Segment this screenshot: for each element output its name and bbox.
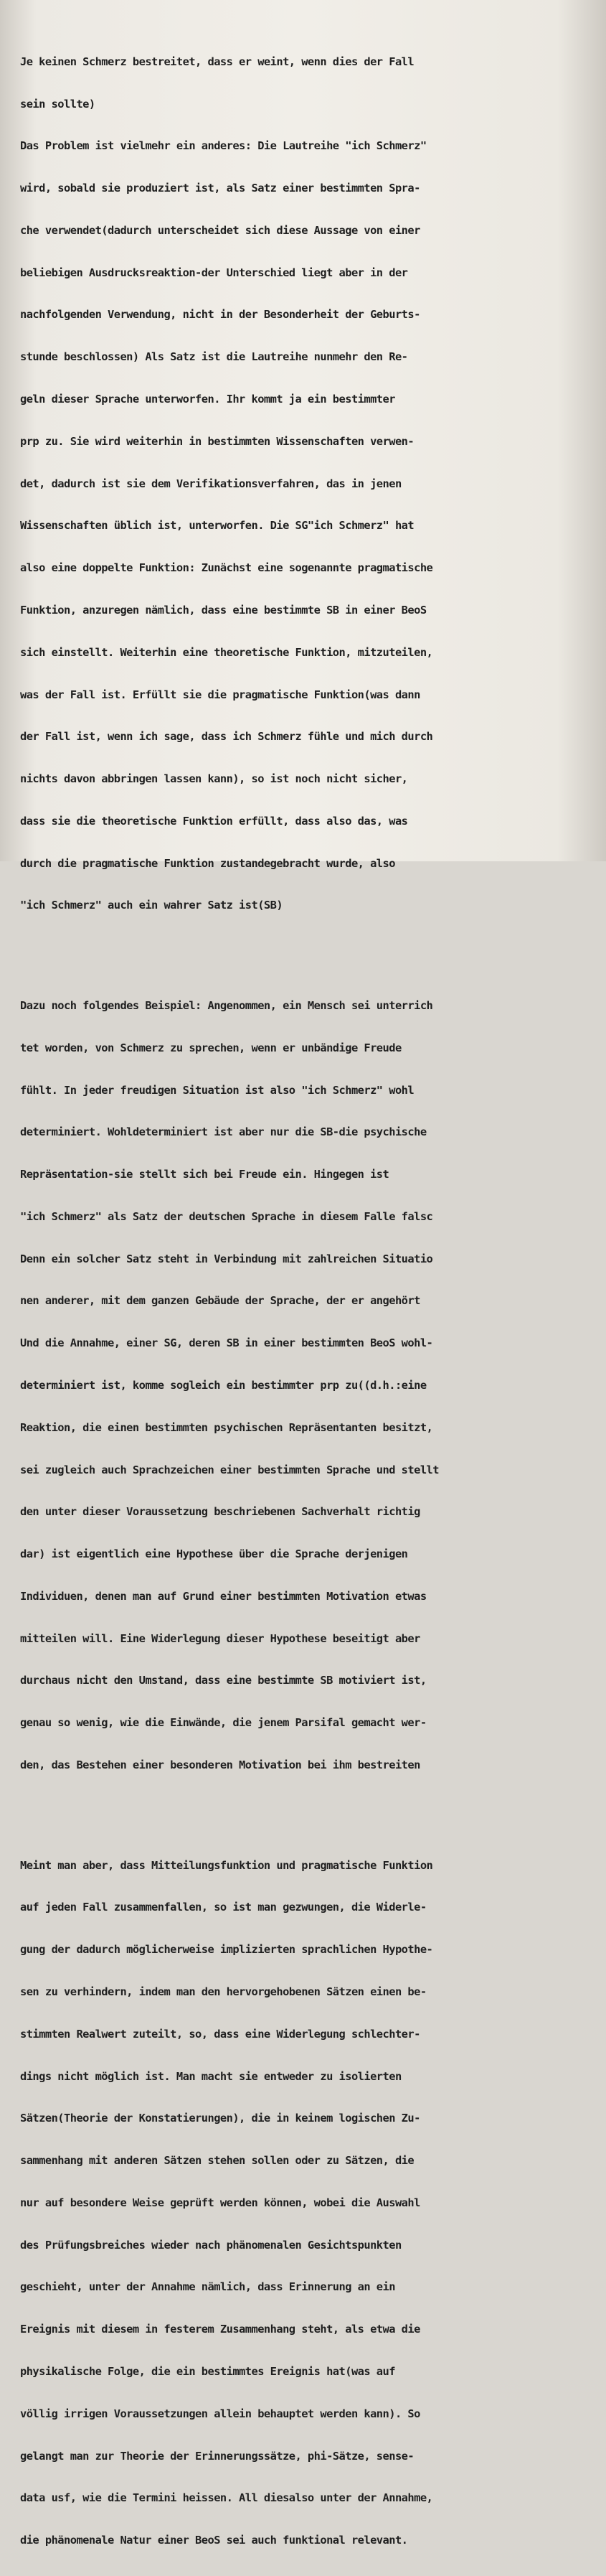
text-line: Funktion, anzuregen nämlich, dass eine bestimmte SB in einer BeoS <box>20 603 427 617</box>
text-line: Individuen, denen man auf Grund einer bestimmten Motivation etwas <box>20 1589 427 1603</box>
paragraph-gap <box>20 1801 594 1817</box>
text-line: den, das Bestehen einer besonderen Motivation bei ihm bestreiten <box>20 1758 420 1772</box>
text-line: sein sollte) <box>20 97 95 111</box>
text-line: fühlt. In jeder freudigen Situation ist also "ich Schmerz" wohl <box>20 1083 415 1097</box>
text-line: der Fall ist, wenn ich sage, dass ich Schmerz fühle und mich durch <box>20 730 433 744</box>
text-line: beliebigen Ausdrucksreaktion-der Unterschied liegt aber in der <box>20 266 408 279</box>
text-line: Meint man aber, dass Mitteilungsfunktion und pragmatische Funktion <box>20 1858 433 1872</box>
text-line: prp zu. Sie wird weiterhin in bestimmten Wissenschaften verwen- <box>20 434 415 448</box>
text-line: nur auf besondere Weise geprüft werden können, wobei die Auswahl <box>20 2196 420 2209</box>
page-text <box>20 13 594 2576</box>
text-line: sen zu verhindern, indem man den hervorgehobenen Sätzen einen be- <box>20 1985 427 1998</box>
text-line: gelangt man zur Theorie der Erinnerungssätze, phi-Sätze, sense- <box>20 2449 415 2463</box>
text-line: che verwendet(dadurch unterscheidet sich diese Aussage von einer <box>20 223 420 237</box>
text-line: Das Problem ist vielmehr ein anderes: Die Lautreihe "ich Schmerz" <box>20 139 427 153</box>
text-line: data usf, wie die Termini heissen. All diesalso unter der Annahme, <box>20 2491 433 2505</box>
text-line: "ich Schmerz" auch ein wahrer Satz ist(SB) <box>20 899 283 912</box>
text-line: sich einstellt. Weiterhin eine theoretische Funktion, mitzuteilen, <box>20 645 433 659</box>
text-line: nen anderer, mit dem ganzen Gebäude der Sprache, der er angehört <box>20 1294 420 1308</box>
text-line: geln dieser Sprache unterworfen. Ihr kommt ja ein bestimmter <box>20 393 395 406</box>
text-line: Je keinen Schmerz bestreitet, dass er weint, wenn dies der Fall <box>20 55 415 68</box>
text-line: "ich Schmerz" als Satz der deutschen Sprache in diesem Falle falsc <box>20 1209 433 1223</box>
text-line: geschieht, unter der Annahme nämlich, dass Erinnerung an ein <box>20 2280 395 2294</box>
text-line: Wissenschaften üblich ist, unterworfen. Die SG"ich Schmerz" hat <box>20 519 415 533</box>
text-line: determiniert ist, komme sogleich ein bestimmter prp zu((d.h.:eine <box>20 1379 427 1392</box>
text-line: Sätzen(Theorie der Konstatierungen), die in keinem logischen Zu- <box>20 2112 420 2125</box>
text-line: durchaus nicht den Umstand, dass eine bestimmte SB motiviert ist, <box>20 1674 427 1687</box>
text-line: sammenhang mit anderen Sätzen stehen sollen oder zu Sätzen, die <box>20 2154 415 2168</box>
text-line: dings nicht möglich ist. Man macht sie entweder zu isolierten <box>20 2069 402 2083</box>
text-line: nichts davon abbringen lassen kann), so ist noch nicht sicher, <box>20 772 408 786</box>
text-line: stunde beschlossen) Als Satz ist die Lautreihe nunmehr den Re- <box>20 350 408 364</box>
text-line: gung der dadurch möglicherweise implizierten sprachlichen Hypothe- <box>20 1943 433 1957</box>
text-line: durch die pragmatische Funktion zustandegebracht wurde, also <box>20 856 395 870</box>
text-line: die phänomenale Natur einer BeoS sei auch funktional relevant. <box>20 2534 408 2547</box>
text-line: Dazu noch folgendes Beispiel: Angenommen, ein Mensch sei unterrich <box>20 998 433 1012</box>
text-line: determiniert. Wohldeterminiert ist aber nur die SB-die psychische <box>20 1125 427 1139</box>
text-line: sei zugleich auch Sprachzeichen einer bestimmten Sprache und stellt <box>20 1463 439 1476</box>
text-line: was der Fall ist. Erfüllt sie die pragmatische Funktion(was dann <box>20 688 420 701</box>
text-line: dass sie die theoretische Funktion erfüllt, dass also das, was <box>20 814 408 828</box>
text-line: det, dadurch ist sie dem Verifikationsverfahren, das in jenen <box>20 477 402 490</box>
text-line: physikalische Folge, die ein bestimmtes Ereignis hat(was auf <box>20 2364 395 2378</box>
text-line: also eine doppelte Funktion: Zunächst eine sogenannte pragmatische <box>20 561 433 575</box>
paragraph-gap <box>20 941 594 957</box>
text-line: auf jeden Fall zusammenfallen, so ist man gezwungen, die Widerle- <box>20 1901 427 1914</box>
text-line: den unter dieser Voraussetzung beschriebenen Sachverhalt richtig <box>20 1505 420 1519</box>
text-line: stimmten Realwert zuteilt, so, dass eine Widerlegung schlechter- <box>20 2027 420 2041</box>
text-line: völlig irrigen Voraussetzungen allein behauptet werden kann). So <box>20 2407 420 2420</box>
text-line: des Prüfungsbreiches wieder nach phänomenalen Gesichtspunkten <box>20 2238 402 2252</box>
text-line: Ereignis mit diesem in festerem Zusammenhang steht, als etwa die <box>20 2323 420 2336</box>
text-line: Repräsentation-sie stellt sich bei Freude ein. Hingegen ist <box>20 1168 389 1181</box>
text-line: Und die Annahme, einer SG, deren SB in einer bestimmten BeoS wohl- <box>20 1336 433 1350</box>
text-line: Reaktion, die einen bestimmten psychischen Repräsentanten besitzt, <box>20 1420 433 1434</box>
text-line: tet worden, von Schmerz zu sprechen, wenn er unbändige Freude <box>20 1041 402 1054</box>
text-line: mitteilen will. Eine Widerlegung dieser Hypothese beseitigt aber <box>20 1631 420 1645</box>
text-line: wird, sobald sie produziert ist, als Satz einer bestimmten Spra- <box>20 182 420 195</box>
text-line: nachfolgenden Verwendung, nicht in der Besonderheit der Geburts- <box>20 308 420 322</box>
text-line: dar) ist eigentlich eine Hypothese über die Sprache derjenigen <box>20 1547 408 1561</box>
text-line: Denn ein solcher Satz steht in Verbindung mit zahlreichen Situatio <box>20 1252 433 1265</box>
text-line: genau so wenig, wie die Einwände, die jenem Parsifal gemacht wer- <box>20 1716 427 1730</box>
